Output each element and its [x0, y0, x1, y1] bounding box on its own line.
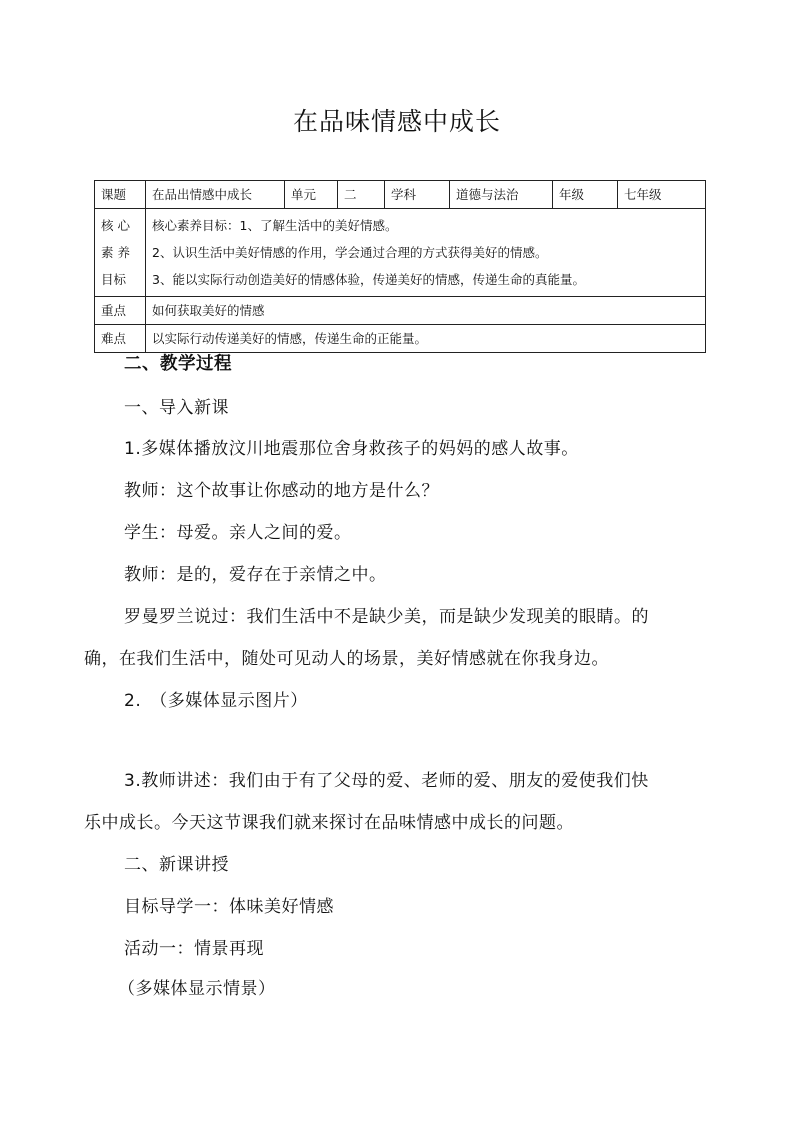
table-row — [95, 297, 706, 325]
goals-label-line: 目标 — [101, 272, 127, 287]
difficulty-label: 难点 — [95, 325, 146, 353]
page-title: 在品味情感中成长 — [292, 107, 501, 136]
paragraph: 乐中成长。今天这节课我们就来探讨在品味情感中成长的问题。 — [84, 813, 574, 833]
paragraph: 罗曼罗兰说过：我们生活中不是缺少美，而是缺少发现美的眼睛。的 — [124, 607, 649, 627]
paragraph: 1.多媒体播放汶川地震那位舍身救孩子的妈妈的感人故事。 — [124, 439, 579, 459]
unit-value: 二 — [338, 181, 385, 209]
unit-label: 单元 — [285, 181, 338, 209]
goal-line: 3、能以实际行动创造美好的情感体验，传递美好的情感，传递生命的真能量。 — [152, 272, 585, 287]
paragraph: 2. （多媒体显示图片） — [124, 691, 308, 711]
sub-heading: 一、导入新课 — [124, 398, 229, 418]
paragraph: 确，在我们生活中，随处可见动人的场景，美好情感就在你我身边。 — [84, 649, 609, 669]
table-row — [95, 209, 706, 297]
difficulty-value: 以实际行动传递美好的情感，传递生命的正能量。 — [146, 325, 706, 353]
paragraph: 教师：是的，爱存在于亲情之中。 — [124, 565, 387, 585]
course-value: 在品出情感中成长 — [146, 181, 285, 209]
goal-line: 核心素养目标：1、了解生活中的美好情感。 — [152, 218, 398, 233]
subject-label: 学科 — [385, 181, 450, 209]
goals-label-line: 核 心 — [101, 218, 130, 233]
subject-value: 道德与法治 — [450, 181, 553, 209]
paragraph: 3.教师讲述：我们由于有了父母的爱、老师的爱、朋友的爱使我们快 — [124, 771, 649, 791]
paragraph: 教师：这个故事让你感动的地方是什么？ — [124, 481, 439, 501]
goals-label — [95, 209, 146, 297]
key-point-label: 重点 — [95, 297, 146, 325]
goals-label-line: 素 养 — [101, 245, 130, 260]
goals-value — [146, 209, 706, 297]
section-heading: 二、教学过程 — [124, 354, 232, 374]
key-point-value: 如何获取美好的情感 — [146, 297, 706, 325]
paragraph: （多媒体显示情景） — [118, 979, 276, 999]
table-row — [95, 181, 706, 209]
goal-line: 2、认识生活中美好情感的作用，学会通过合理的方式获得美好的情感。 — [152, 245, 548, 260]
grade-value: 七年级 — [618, 181, 706, 209]
course-label: 课题 — [95, 181, 146, 209]
lesson-info-table — [94, 180, 706, 353]
paragraph: 目标导学一：体味美好情感 — [124, 897, 334, 917]
table-row — [95, 325, 706, 353]
sub-heading: 二、新课讲授 — [124, 855, 229, 875]
paragraph: 活动一：情景再现 — [124, 939, 264, 959]
paragraph: 学生：母爱。亲人之间的爱。 — [124, 523, 352, 543]
grade-label: 年级 — [553, 181, 618, 209]
